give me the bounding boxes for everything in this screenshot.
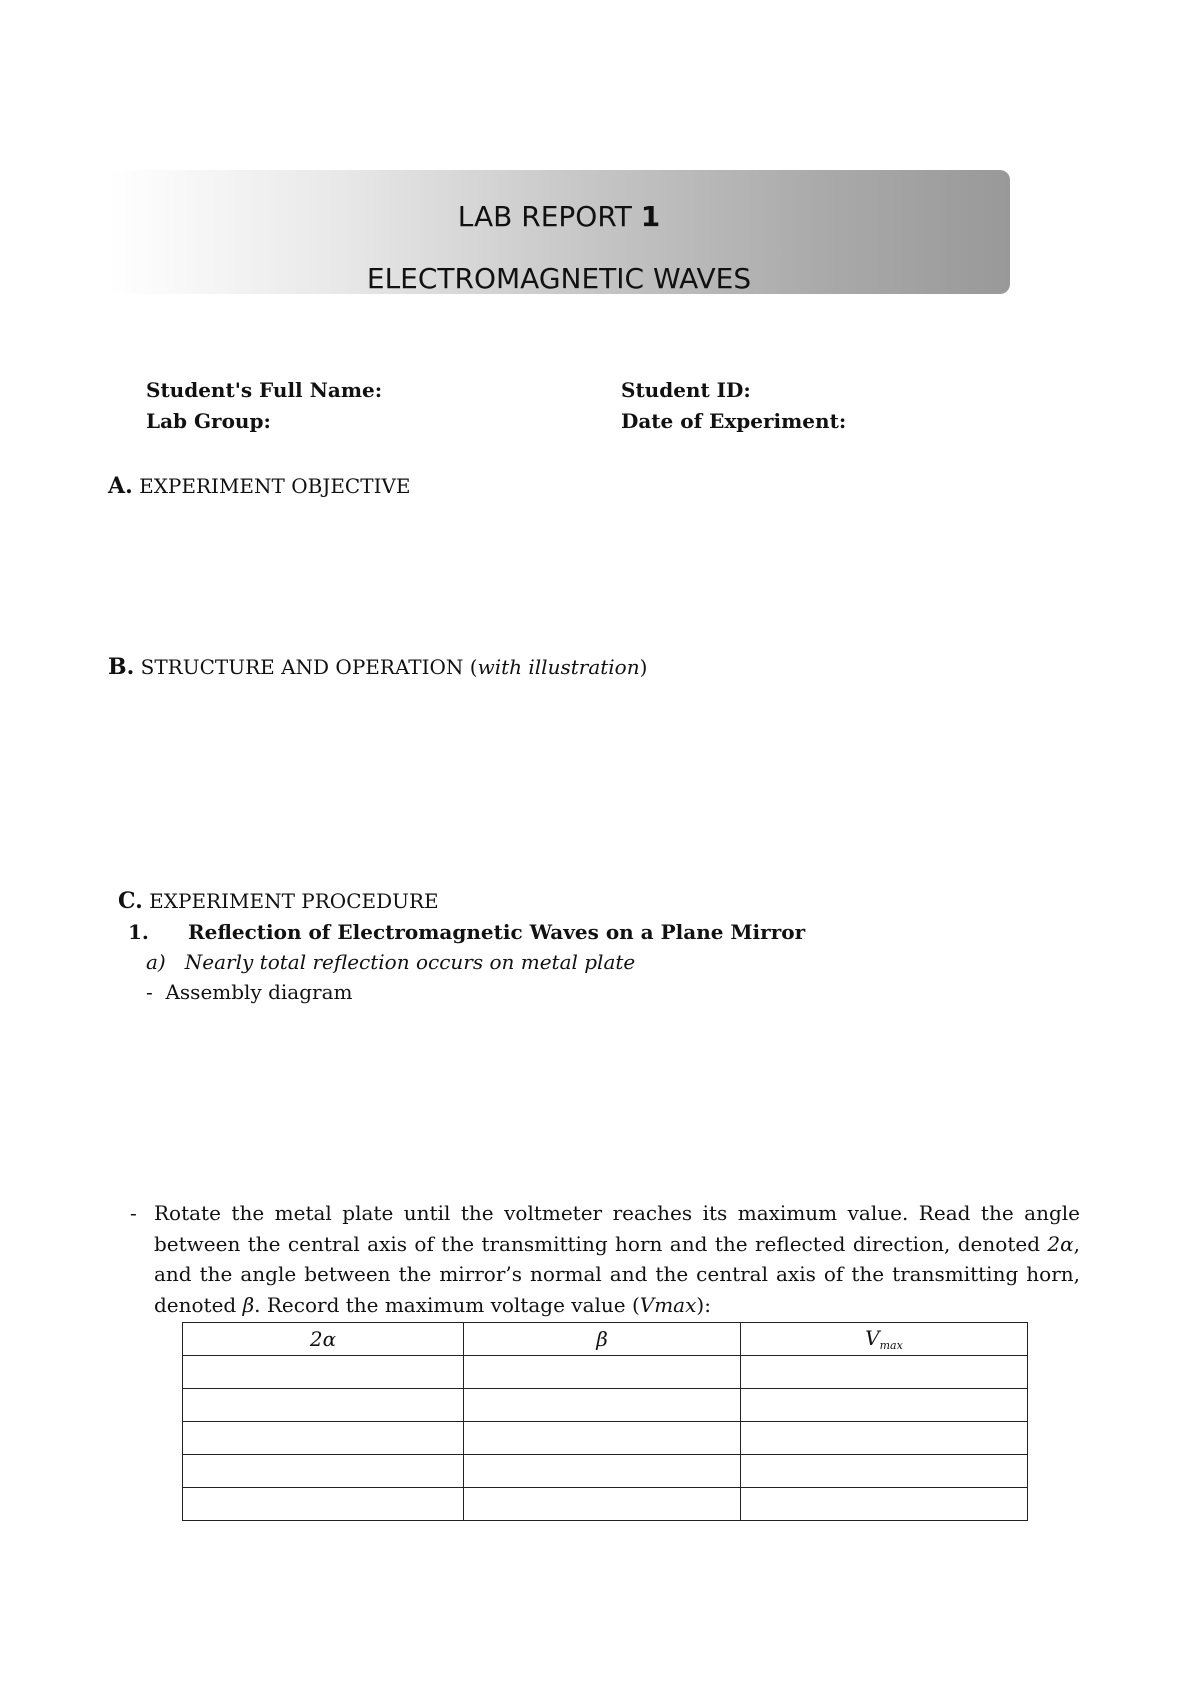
table-cell[interactable] xyxy=(464,1422,741,1455)
symbol-vmax: Vmax xyxy=(639,1292,697,1317)
table-cell[interactable] xyxy=(464,1389,741,1422)
section-c-title: EXPERIMENT PROCEDURE xyxy=(149,889,439,913)
table-cell[interactable] xyxy=(741,1488,1028,1521)
section-b-title-close: ) xyxy=(639,655,648,679)
item-1-number: 1. xyxy=(128,920,149,944)
lab-group-label: Lab Group: xyxy=(146,409,271,433)
report-subtitle: ELECTROMAGNETIC WAVES xyxy=(366,262,752,295)
table-row xyxy=(183,1488,1028,1521)
table-cell[interactable] xyxy=(183,1356,464,1389)
header-vmax: $V_{max}$ xyxy=(741,1323,1028,1356)
section-a-heading xyxy=(108,473,411,499)
instruction-text: Rotate the metal plate until the voltmeter reaches its maximum value. Read the angle between the central axis of the transmitting horn and the reflected direction, denoted 2α, and the angle between the mirror’s normal and the central axis of the transmitting horn, denoted β. Record the maximum voltage value (Vmax): xyxy=(154,1201,1080,1317)
report-title: LAB REPORT 1 xyxy=(457,200,661,233)
table-cell[interactable] xyxy=(183,1389,464,1422)
table-cell[interactable] xyxy=(183,1488,464,1521)
table-row xyxy=(183,1356,1028,1389)
symbol-beta: β xyxy=(242,1292,255,1317)
section-b-title: STRUCTURE AND OPERATION ( xyxy=(140,655,478,679)
symbol-2alpha: 2α xyxy=(1047,1231,1074,1256)
results-table xyxy=(182,1322,1028,1521)
table-cell[interactable] xyxy=(183,1455,464,1488)
title-banner xyxy=(108,170,1010,294)
sub-item-a: a) Nearly total reflection occurs on metal plate xyxy=(146,950,636,974)
instruction-dash: - xyxy=(130,1201,137,1225)
section-c-heading xyxy=(118,888,439,914)
section-b-heading xyxy=(108,654,647,680)
table-row xyxy=(183,1389,1028,1422)
assembly-diagram-bullet: - Assembly diagram xyxy=(146,980,353,1004)
item-1-title: Reflection of Electromagnetic Waves on a Plane Mirror xyxy=(188,920,806,944)
table-cell[interactable] xyxy=(741,1455,1028,1488)
instruction-paragraph xyxy=(130,1198,1080,1320)
table-cell[interactable] xyxy=(741,1356,1028,1389)
date-label: Date of Experiment: xyxy=(621,409,847,433)
table-row xyxy=(183,1422,1028,1455)
table-cell[interactable] xyxy=(464,1488,741,1521)
table-cell[interactable] xyxy=(741,1389,1028,1422)
section-b-letter: B. xyxy=(108,654,135,680)
table-cell[interactable] xyxy=(464,1455,741,1488)
table-header-row xyxy=(183,1323,1028,1356)
table-row xyxy=(183,1455,1028,1488)
header-beta: β xyxy=(464,1323,741,1356)
table-cell[interactable] xyxy=(464,1356,741,1389)
report-number: 1 xyxy=(640,200,661,233)
section-b-title-italic: with illustration xyxy=(477,655,640,679)
student-id-label: Student ID: xyxy=(621,378,751,402)
table-cell[interactable] xyxy=(183,1422,464,1455)
section-a-letter: A. xyxy=(108,473,133,499)
header-vmax-subscript: max xyxy=(879,1339,903,1352)
section-a-title: EXPERIMENT OBJECTIVE xyxy=(139,474,411,498)
full-name-label: Student's Full Name: xyxy=(146,378,383,402)
header-2alpha: 2α xyxy=(183,1323,464,1356)
table-cell[interactable] xyxy=(741,1422,1028,1455)
section-c-letter: C. xyxy=(118,888,143,914)
